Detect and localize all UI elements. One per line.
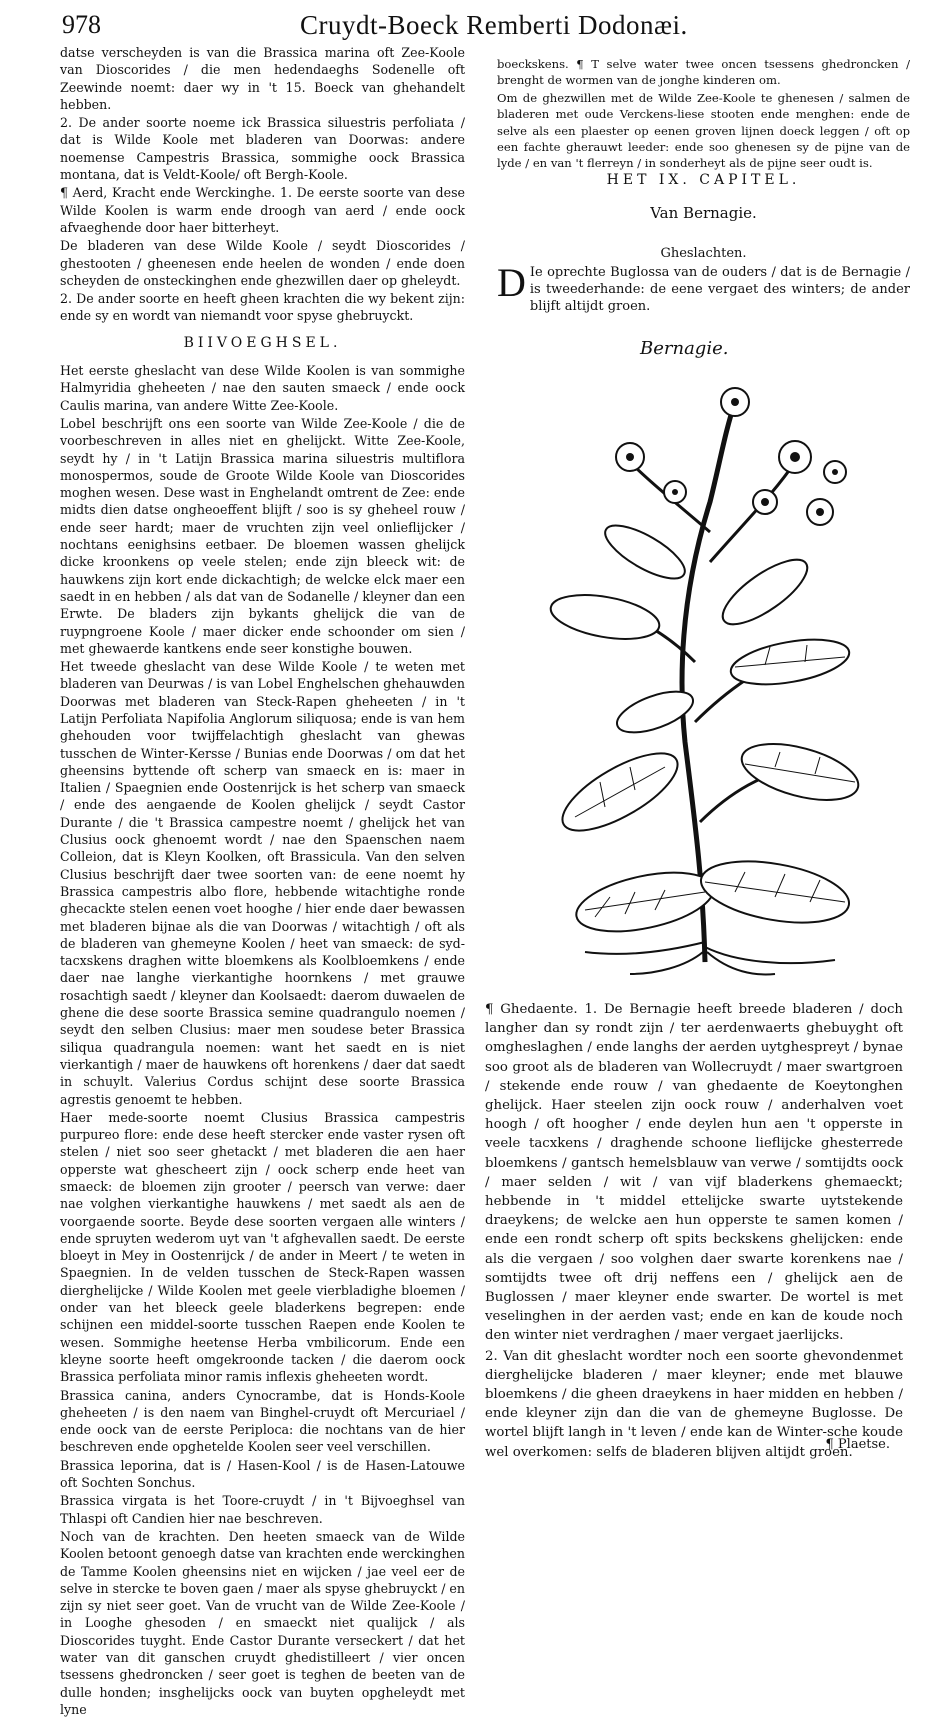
paragraph: datse verscheyden is van die Brassica marina oft Zee-Koole van Dioscorides / die men hedendaeghs Sodenelle oft Zeewinde noemt: daer wy in 't 15. Boeck van ghehandelt hebben. xyxy=(60,45,465,112)
page-number: 978 xyxy=(62,10,101,39)
left-column xyxy=(60,44,465,1719)
paragraph: 2. Van dit gheslacht wordter noch een soorte ghevondenmet dierghelijcke bladeren / maer kleyner; ende met blauwe bloemkens / die gheen draeykens in haer midden en hebben / ende kleyner zijn dan die van de ghemeyne Buglosse. De wortel blijft langh in 't leven / ende kan de Winter-sche koude wel overkomen: selfs de bladeren blijven altijdt groen. xyxy=(485,1348,903,1460)
illustration-caption: Bernagie. xyxy=(640,338,729,359)
paragraph: 2. De ander soorte en heeft gheen krachten die wy bekent zijn: ende sy en wordt van niemandt voor spyse ghebruyckt. xyxy=(60,291,465,324)
paragraph: De bladeren van dese Wilde Koole / seydt Dioscorides / ghestooten / gheenesen ende heelen de wonden / ende doen scheyden de onsteckinghen ende ghezwillen daer op gheleydt. xyxy=(60,238,465,288)
paragraph: Haer mede-soorte noemt Clusius Brassica campestris purpureo flore: ende dese heeft stercker ende vaster rysen oft stelen / niet soo seer ghetackt / met bladeren die aen haer opperste wat ghescheert zijn / oock scherp ende heet van smaeck: de bloemen zijn grooter / peersch van verwe: daer nae volghen vierkantighe hauwkens / met saedt als aen de voorgaende soorte. Beyde dese soorten vergaen alle winters / ende spruyten wederom uyt van 't afghevallen saedt. De eerste bloeyt in Mey in Oostenrijck / de ander in Meert / te weten in Spaegnien. In de velden tusschen de Steck-Rapen wassen dierghelijcke / Wilde Koolen met geele vierbladighe bloemen / onder van het bleeck geele bladerkens begrepen: ende schijnen een middel-soorte tusschen Raepen ende Koolen te wesen. Sommighe heetense Herba vmbilicorum. Ende een kleyne soorte heeft omgekroonde tacken / die daerom oock Brassica perfoliata minor ramis inflexis gheheeten wordt. xyxy=(60,1109,465,1385)
running-title: Cruydt-Boeck Remberti Dodonæi. xyxy=(300,10,688,40)
section-heading-bijvoeghsel: BIIVOEGHSEL. xyxy=(183,334,342,351)
paragraph: Noch van de krachten. Den heeten smaeck van de Wilde Koolen betoont genoegh datse van krachten ende werckinghen de Tamme Koolen gheensins niet en wijcken / jae veel eer de selve in stercke te boven gaen / maer als spyse ghebruyckt / en zijn sy niet seer goet. Van de vrucht van de Wilde Zee-Koole / in Looghe ghesoden / en smaeckt niet qualijck / als Dioscorides tuyght. Ende Castor Durante verseckert / dat het water van dit ganschen cruydt ghedistilleert / vier oncen tsessens ghedroncken / seer goet is teghen de beeten van de dulle honden; insghelijcks oock van buyten opgheleydt met lyne xyxy=(60,1528,465,1717)
paragraph: Om de ghezwillen met de Wilde Zee-Koole te ghenesen / salmen de bladeren met oude Verckens-liese stooten ende menghen: ende de selve als een plaester op eenen groven lijnen doeck leggen / oft op een fachte gherauwt leeder: ende soo ghenesen sy de pijne van de lyde / en van 't flerreyn / in sonderheyt als de pijne seer oudt is. xyxy=(497,90,910,171)
geslachten-paragraph xyxy=(497,260,910,315)
right-column-bottom xyxy=(485,1000,903,1463)
catchword: ¶ Plaetse. xyxy=(825,1437,890,1452)
paragraph: 2. De ander soorte noeme ick Brassica siluestris perfoliata / dat is Wilde Koole met bladeren van Doorwas: andere noemense Campestris Brassica, sommighe oock Brassica montana, dat is Veldt-Koole/ oft Bergh-Koole. xyxy=(60,115,465,183)
chapter-title: Van Bernagie. xyxy=(650,204,757,222)
geslachten-heading: Gheslachten. xyxy=(660,246,747,261)
page-header xyxy=(60,8,890,44)
right-column-top xyxy=(497,56,910,173)
paragraph: boeckskens. ¶ T selve water twee oncen tsessens ghedroncken / brenght de wormen van de jonghe kinderen om. xyxy=(497,57,910,88)
borage-plant-drawing xyxy=(535,362,875,977)
paragraph: ¶ Ghedaente. 1. De Bernagie heeft breede bladeren / doch langher dan sy rondt zijn / ter aerdenwaerts ghebuyght oft omgheslaghen / ende langhs der aerden uytghespreyt / bynae soo groot als de bladeren van Wollecruydt / maer swartgroen / stekende ende rouw / van ghedaente de Koeytonghen ghelijck. Haer steelen zijn oock rouw / anderhalven voet hoogh / oft hoogher / ende deylen hun aen 't opperste in veele tacxkens / draghende schoone lieflijcke ghesterrede bloemkens / gantsch hemelsblauw van verwe / somtijdts oock / maer selden / wit / van vijf bladerkens ghemaeckt; hebbende in 't middel ettelijcke swarte uytstekende draeykens; de welcke aen hun opperste te samen komen / ende een rondt scherp oft spits beckskens ghelijcken: ende als die vergaen / soo volghen daer swarte korenkens nae / somtijdts twee oft drij neffens een / ghelijck aen de Buglossen / maer kleyner ende swarter. De wortel is met veselinghen in der aerden vast; ende en kan de koude noch den winter niet verdraghen / maer vergaet jaerlijcks. xyxy=(485,1002,903,1344)
paragraph-text: Ie oprechte Buglossa van de ouders / dat is de Bernagie / is tweederhande: de eene vergaet des winters; de ander blijft altijdt groen. xyxy=(529,265,910,314)
drop-cap: D xyxy=(497,260,526,305)
paragraph: Brassica leporina, dat is / Hasen-Kool / is de Hasen-Latouwe oft Sochten Sonchus. xyxy=(60,1457,465,1491)
paragraph: ¶ Aerd, Kracht ende Werckinghe. 1. De eerste soorte van dese Wilde Koolen is warm ende droogh van aerd / ende oock afvaeghende door haer bitterheyt. xyxy=(60,185,465,235)
borage-woodcut-illustration xyxy=(535,362,875,977)
chapter-heading: HET IX. CAPITEL. xyxy=(606,172,801,188)
paragraph: Het eerste gheslacht van dese Wilde Koolen is van sommighe Halmyridia gheheeten / nae den sauten smaeck / ende oock Caulis marina, van andere Witte Zee-Koole. xyxy=(60,363,465,413)
paragraph: Lobel beschrijft ons een soorte van Wilde Zee-Koole / die de voorbeschreven in alles niet en ghelijckt. Witte Zee-Koole, seydt hy / in 't Latijn Brassica marina siluestris multiflora monospermos, soude de Groote Wilde Koole van Dioscorides moghen wesen. Dese wast in Enghelandt omtrent de Zee: ende midts dien datse ongheoeffent blijft / soo is sy gheheel rouw / ende seer hardt; maer de vruchten zijn veel onlieflijcker / nochtans eenighsins eetbaer. De bloemen wassen ghelijck dicke kroonkens op veele stelen; ende zijn bleeck wit: de hauwkens zijn kort ende dickachtigh; de welcke elck maer een saedt in en hebben / als dat van de Sodanelle / kleyner dan een Erwte. De bladers zijn bykants ghelijck die van de ruypngroene Koole / maer dicker ende schoonder om sien / met ghewaerde kantkens ende seer konstighe bouwen. xyxy=(60,415,465,656)
paragraph: Het tweede gheslacht van dese Wilde Koole / te weten met bladeren van Deurwas / is van Lobel Enghelschen ghehauwden Doorwas met bladeren van Steck-Rapen gheheeten / in 't Latijn Perfoliata Napifolia Anglorum siliquosa; ende is van hem ghehouden voor twijffelachtigh gheslacht van ghewas tusschen de Winter-Kersse / Bunias ende Doorwas / om dat het gheensins byttende oft scherp van smaeck en is: maer in Italien / Spaegnien ende Oostenrijck is het scherp van smaeck / ende des aengaende de Koolen ghelijck / seydt Castor Durante / die 't Brassica campestre noemt / ghelijck het van Clusius oock ghenoemt wordt / nae den Spaenschen naem Colleion, dat is Kleyn Koolken, oft Brassicula. Van den selven Clusius beschrijft daer twee soorten van: de eene noemt hy Brassica campestris albo flore, hebbende witachtighe ronde ghecackte stelen eenen voet hooghe / hier ende daer bewassen met bladeren bijnae als die van Doorwas / witachtigh / oft als de bladeren van ghemeyne Koolen / heet van smaeck: de syd-tacxskens draghen witte bloemkens als Koolbloemkens / ende daer nae langhe vierkantighe hoornkens / met grauwe rosachtigh saedt / kleyner dan Koolsaedt: daerom duwaelen de ghene die dese soorte Brassica semine quadrangulo noemen / seydt den selben Clusius: maer men soudese beter Brassica siliqua quadrangula noemen: want het saedt en is niet vierkantigh / maer de hauwkens oft horenkens / daer dat saedt in schuylt. Valerius Cordus schijnt dese soorte Brassica agrestis genoemt te hebben. xyxy=(60,659,465,1107)
paragraph: Brassica canina, anders Cynocrambe, dat is Honds-Koole gheheeten / is den naem van Binghel-cruydt oft Mercuriael / ende oock van de eerste Periploca: die nochtans van de hier beschreven ende opghetelde Koolen seer veel verschillen. xyxy=(60,1387,465,1455)
paragraph: Brassica virgata is het Toore-cruydt / in 't Bijvoeghsel van Thlaspi oft Candien hier nae beschreven. xyxy=(60,1493,465,1526)
